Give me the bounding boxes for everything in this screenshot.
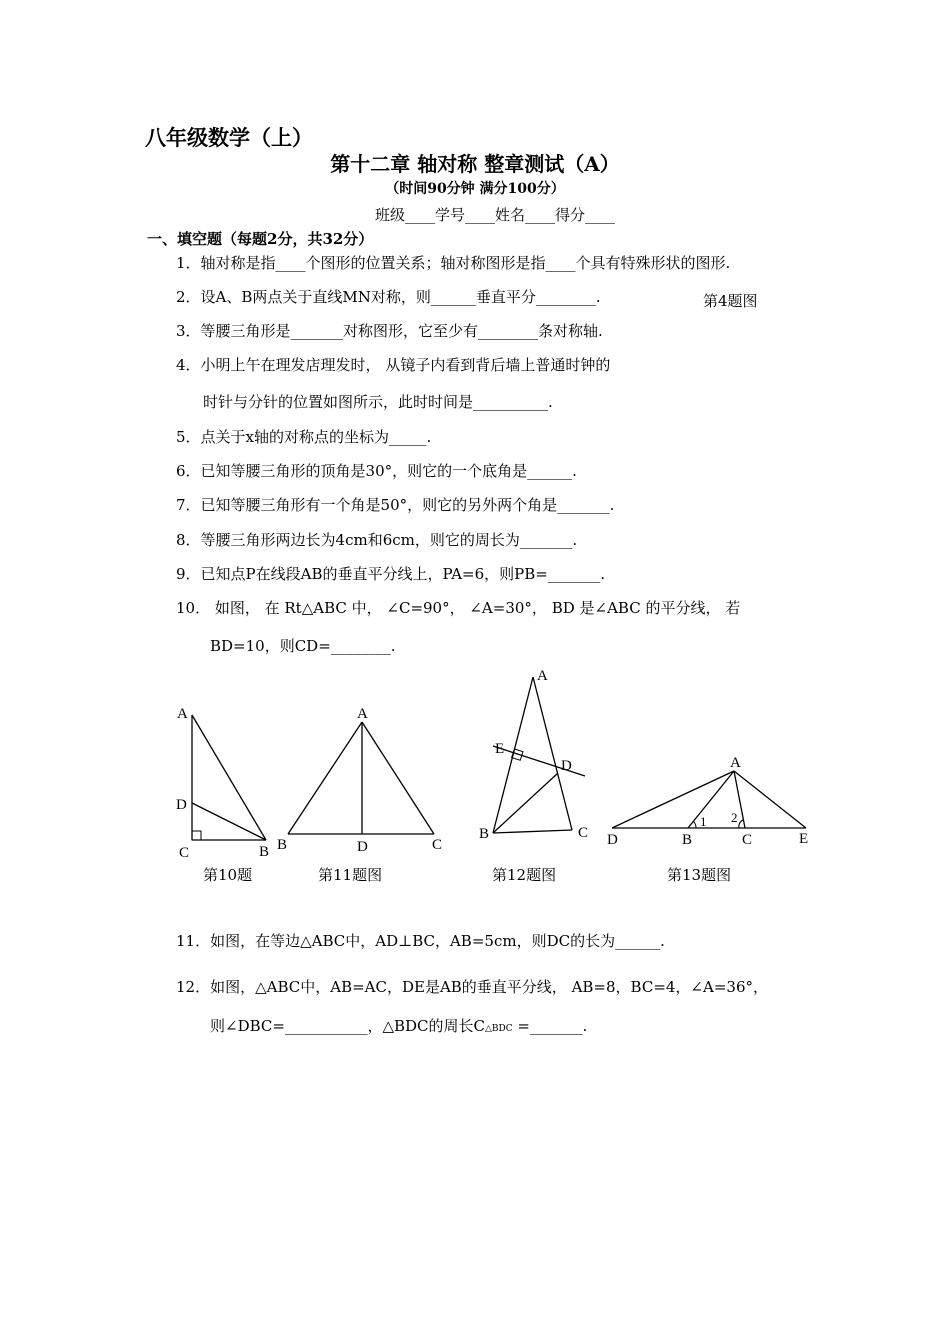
question-6: 6．已知等腰三角形的顶角是30°，则它的一个底角是______. (176, 462, 577, 480)
question-4-line-2: 时针与分针的位置如图所示，此时时间是__________. (203, 393, 553, 411)
figure-4-caption: 第4题图 (703, 292, 758, 310)
question-2: 2．设A、B两点关于直线MN对称，则______垂直平分________. (176, 288, 601, 306)
time-and-score-note: （时间90分钟 满分100分） (385, 181, 565, 197)
question-11: 11．如图，在等边△ABC中，AD⊥BC，AB=5cm，则DC的长为______. (176, 932, 665, 950)
fig13-label-b: B (682, 832, 693, 848)
fig13-label-a: A (730, 755, 741, 771)
question-4-line-1: 4．小明上午在理发店理发时， 从镜子内看到背后墙上普通时钟的 (176, 356, 611, 374)
question-10-line-2: BD=10，则CD=________. (210, 637, 396, 655)
figure-11-caption: 第11题图 (318, 866, 383, 884)
question-12-line-2 (210, 1015, 587, 1036)
figure-13-diagram (600, 750, 820, 850)
question-12-line-2-text: 则∠DBC=___________，△BDC的周长C (210, 1017, 485, 1035)
question-12-line-1: 12．如图，△ABC中，AB=AC，DE是AB的垂直平分线， AB=8，BC=4，∠A=36°， (176, 978, 768, 996)
figure-13-caption: 第13题图 (667, 866, 732, 884)
fig10-label-d: D (176, 797, 187, 813)
fig11-label-d: D (357, 839, 368, 855)
question-1: 1．轴对称是指____个图形的位置关系；轴对称图形是指____个具有特殊形状的图形. (176, 254, 731, 272)
fig12-label-d: D (561, 758, 572, 774)
figure-10-caption: 第10题 (203, 866, 253, 884)
question-12-line-2-answer: =_______. (512, 1017, 588, 1035)
fig10-label-a: A (177, 706, 188, 722)
question-3: 3．等腰三角形是_______对称图形，它至少有________条对称轴. (176, 322, 603, 340)
grade-heading: 八年级数学（上） (145, 125, 313, 150)
fig11-label-c: C (432, 837, 443, 853)
fig10-label-b: B (259, 844, 270, 860)
fig13-label-d: D (607, 832, 618, 848)
fig13-angle-2: 2 (731, 810, 738, 825)
fig12-label-e: E (495, 741, 505, 757)
page-title: 第十二章 轴对称 整章测试（A） (330, 152, 620, 176)
fig12-label-c: C (578, 825, 589, 841)
fig10-label-c: C (179, 845, 190, 861)
fig13-label-c: C (742, 832, 753, 848)
question-9: 9．已知点P在线段AB的垂直平分线上，PA=6，则PB=_______. (176, 565, 606, 583)
fig13-label-e: E (799, 831, 809, 847)
figure-11-diagram (272, 700, 452, 860)
fig11-label-b: B (277, 837, 288, 853)
perimeter-subscript: △BDC (484, 1024, 513, 1034)
figure-12-caption: 第12题图 (492, 866, 557, 884)
figure-12-diagram (475, 665, 600, 850)
section-heading-fill-blank: 一、填空题（每题2分，共32分） (147, 230, 374, 248)
fig12-label-a: A (537, 668, 548, 684)
question-10-line-1: 10． 如图， 在 Rt△ABC 中， ∠C=90°， ∠A=30°， BD 是∠ABC 的平分线， 若 (176, 599, 741, 617)
student-info-line: 班级____学号____姓名____得分____ (374, 206, 615, 224)
fig12-label-b: B (479, 826, 490, 842)
fig11-label-a: A (357, 706, 368, 722)
fig13-angle-1: 1 (700, 814, 707, 829)
question-5: 5．点关于x轴的对称点的坐标为_____. (176, 428, 432, 446)
question-8: 8．等腰三角形两边长为4cm和6cm，则它的周长为_______. (176, 531, 578, 549)
figure-10-diagram (170, 700, 280, 865)
question-7: 7．已知等腰三角形有一个角是50°，则它的另外两个角是_______. (176, 496, 615, 514)
